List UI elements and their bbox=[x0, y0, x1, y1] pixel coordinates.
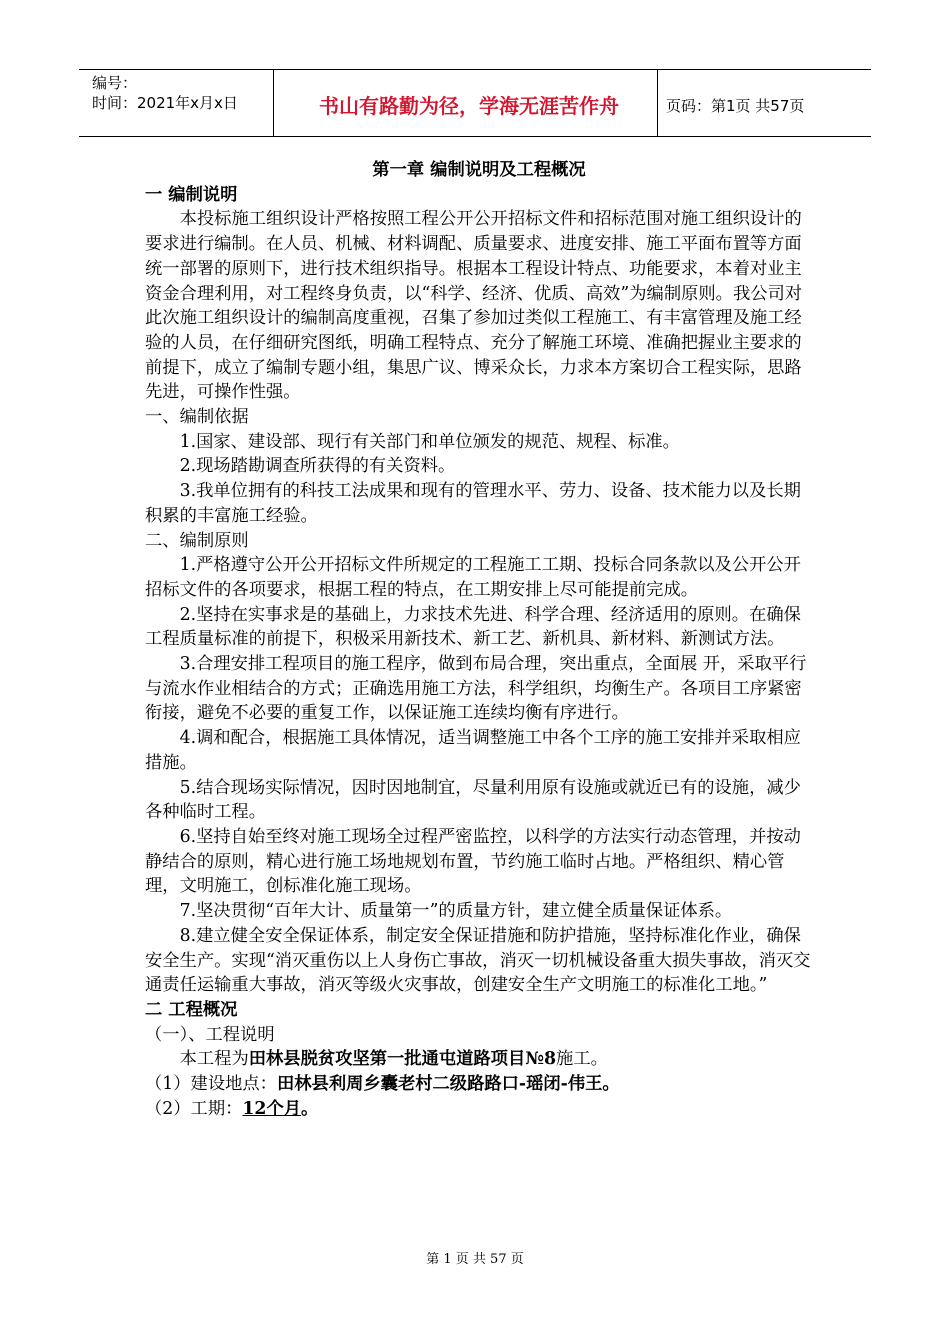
principle-item: 3.合理安排工程项目的施工程序，做到布局合理，突出重点，全面展 开，采取平行与流水作业相结合的方式；正确选用施工方法，科学组织，均衡生产。各项目工序紧密衔接，避免不必要的重复工作，以保证施工连续均衡有序进行。 bbox=[145, 654, 807, 724]
page-footer: 第 1 页 共 57 页 bbox=[426, 1252, 524, 1267]
principle-item: 6.坚持自始至终对施工现场全过程严密监控，以科学的方法实行动态管理，并按动静结合的原则，精心进行施工场地规划布置，节约施工临时占地。严格组织、精心管理，文明施工，创标准化施工现场。 bbox=[145, 826, 801, 897]
duration-value: 12个月 bbox=[242, 1098, 302, 1119]
location-line bbox=[145, 1072, 813, 1097]
basis-item: 1.国家、建设部、现行有关部门和单位颁发的规范、规程、标准。 bbox=[179, 431, 680, 452]
header-date: 时间：2021年x月x日 bbox=[92, 94, 238, 112]
principle-item: 7.坚决贯彻“百年大计、质量第一”的质量方针，建立健全质量保证体系。 bbox=[179, 901, 733, 922]
duration-end: 。 bbox=[301, 1098, 319, 1119]
location-value: 田林县利周乡囊老村二级路路口-瑶闭-伟王。 bbox=[276, 1074, 620, 1095]
location-label: （1）建设地点： bbox=[145, 1074, 277, 1095]
principle-item: 4.调和配合，根据施工具体情况，适当调整施工中各个工序的施工安排并采取相应措施。 bbox=[145, 728, 801, 773]
section-title-preparation: 一 编制说明 bbox=[145, 184, 238, 205]
basis-item: 2.现场踏勘调查所获得的有关资料。 bbox=[179, 456, 456, 477]
project-name: 田林县脱贫攻坚第一批通屯道路项目№8 bbox=[248, 1049, 557, 1070]
principle-item: 8.建立健全安全保证体系，制定安全保证措施和防护措施，坚持标准化作业，确保安全生产。实现“消灭重伤以上人身伤亡事故，消灭一切机械设备重大损失事故，消灭交通责任运输重大事故，消灭等级火灾事故，创建安全生产文明施工的标准化工地。” bbox=[145, 925, 811, 996]
project-suffix: 施工。 bbox=[556, 1049, 608, 1070]
header-number-label: 编号： bbox=[92, 74, 138, 92]
principle-item: 2.坚持在实事求是的基础上，力求技术先进、科学合理、经济适用的原则。在确保工程质量标准的前提下，积极采用新技术、新工艺、新机具、新材料、新测试方法。 bbox=[145, 604, 801, 650]
principle-item: 1.严格遵守公开公开招标文件所规定的工程施工工期、投标合同条款以及公开公开招标文件的各项要求，根据工程的特点，在工期安排上尽可能提前完成。 bbox=[145, 555, 801, 600]
project-prefix: 本工程为 bbox=[179, 1049, 249, 1070]
principle-item: 5.结合现场实际情况，因时因地制宜，尽量利用原有设施或就近已有的设施，减少各种临时工程。 bbox=[145, 777, 801, 823]
header-motto: 书山有路勤为径，学海无涯苦作舟 bbox=[319, 94, 619, 118]
duration-label: （2）工期： bbox=[145, 1098, 243, 1119]
subsection-title-basis: 一、编制依据 bbox=[145, 407, 249, 428]
header-divider-left bbox=[273, 70, 274, 136]
subsection-title-description: （一）、工程说明 bbox=[145, 1024, 275, 1045]
basis-item: 3.我单位拥有的科技工法成果和现有的管理水平、劳力、设备、技术能力以及长期积累的丰富施工经验。 bbox=[145, 481, 801, 526]
section-paragraph: 本投标施工组织设计严格按照工程公开公开招标文件和招标范围对施工组织设计的要求进行编制。在人员、机械、材料调配、质量要求、进度安排、施工平面布置等方面统一部署的原则下，进行技术组织指导。根据本工程设计特点、功能要求，本着对业主资金合理利用，对工程终身负责，以“科学、经济、优质、高效”为编制原则。我公司对此次施工组织设计的编制高度重视，召集了参加过类似工程施工、有丰富管理及施工经验的人员，在仔细研究图纸，明确工程特点、充分了解施工环境、准确把握业主要求的前提下，成立了编制专题小组，集思广议、博采众长，力求本方案切合工程实际，思路先进，可操作性强。 bbox=[145, 209, 803, 403]
subsection-title-principles: 二、编制原则 bbox=[145, 530, 249, 551]
header-bottom-rule bbox=[79, 136, 871, 137]
section-title-overview: 二 工程概况 bbox=[145, 999, 238, 1020]
chapter-title: 第一章 编制说明及工程概况 bbox=[372, 160, 586, 180]
project-statement bbox=[145, 1047, 813, 1072]
document-body bbox=[145, 158, 813, 1121]
header-top-rule bbox=[79, 69, 871, 70]
header-page-info: 页码：第1页 共57页 bbox=[666, 97, 805, 115]
header-divider-right bbox=[657, 70, 658, 136]
duration-line bbox=[145, 1097, 813, 1122]
